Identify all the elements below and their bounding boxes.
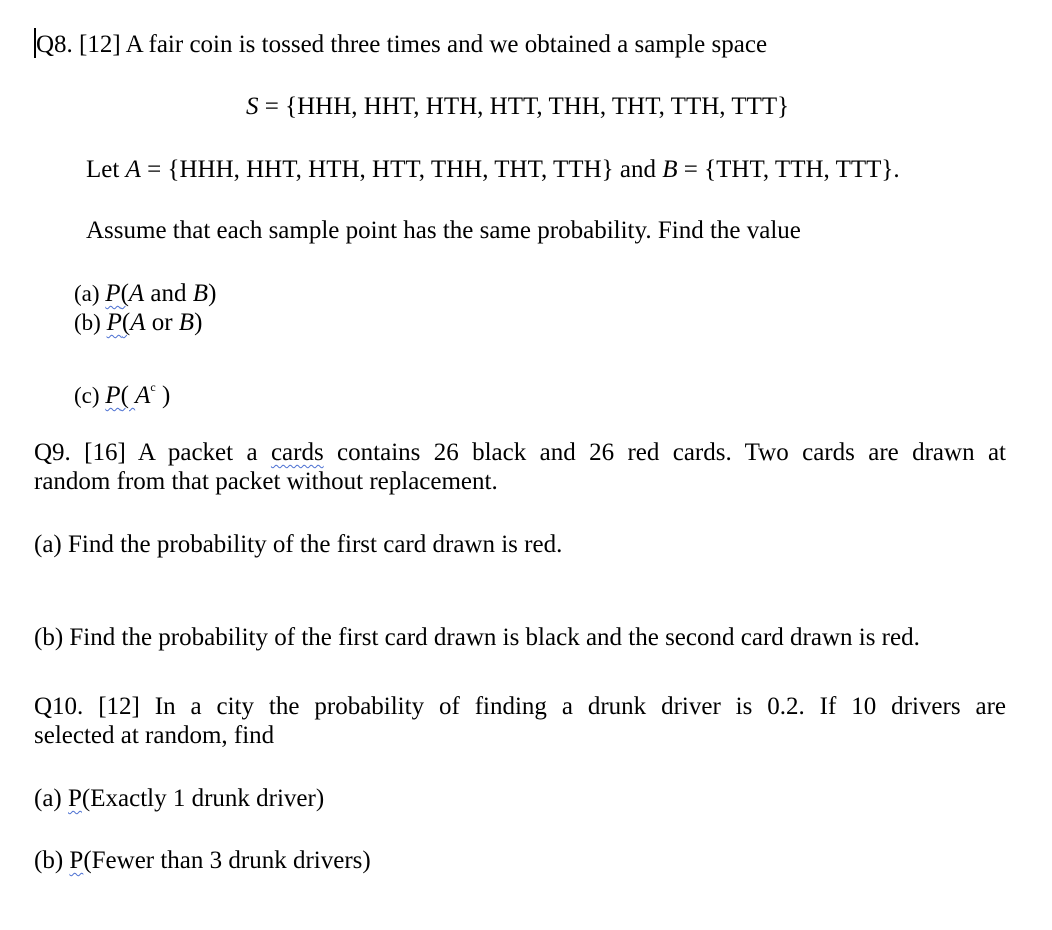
event-b-set: {THT, TTH, TTT}. — [704, 156, 900, 183]
q10-line-2-text: selected at random, find — [34, 722, 275, 749]
q8-part-c-close: ) — [155, 382, 171, 409]
sample-space-symbol: S — [246, 93, 259, 120]
q8-header-text: Q8. [12] A fair coin is tossed three times and we obtained a sample space — [36, 31, 768, 58]
q10-line-1-text: Q10. [12] In a city the probability of finding a drunk driver is 0.2. If 10 drivers are — [34, 693, 1006, 720]
q10-line-1 — [34, 692, 1006, 722]
q8-part-c-var: A — [135, 382, 151, 409]
q10-part-b — [34, 846, 371, 876]
q10-part-b-label: (b) — [34, 847, 70, 874]
q8-part-a-var1: A — [128, 280, 145, 307]
event-b-symbol: B — [662, 156, 678, 183]
q8-part-b-var1: A — [130, 309, 146, 336]
q9-line-1 — [34, 438, 1006, 468]
q9-part-a — [34, 530, 562, 560]
q9-line-1-pre: Q9. [16] A packet a — [34, 439, 271, 466]
q8-part-a-open: ( — [120, 280, 129, 307]
q8-part-c-label: (c) — [74, 383, 106, 408]
q9-line-2 — [34, 467, 498, 497]
sample-space-equals: = — [258, 93, 286, 120]
q8-part-b-open: ( — [121, 309, 131, 336]
q8-part-c-p: P — [105, 382, 121, 409]
q8-header — [36, 30, 767, 60]
event-a-symbol: A — [125, 156, 141, 183]
q10-part-a-p: P — [68, 785, 82, 812]
q10-part-b-text: (Fewer than 3 drunk drivers) — [83, 847, 371, 874]
q9-line-2-text: random from that packet without replacement. — [34, 468, 498, 495]
q10-line-2 — [34, 721, 274, 751]
events-and: and — [613, 156, 663, 183]
event-b-equals: = — [677, 156, 705, 183]
q9-part-a-text: (a) Find the probability of the first card drawn is red. — [34, 531, 563, 558]
q10-part-a-label: (a) — [34, 785, 68, 812]
event-a-equals: = — [140, 156, 168, 183]
sample-space-equation — [246, 92, 789, 122]
q8-part-a-label: (a) — [74, 281, 106, 306]
q8-part-b-p: P — [106, 309, 122, 336]
q8-part-a-mid: and — [144, 280, 193, 307]
q9-line-1-post: contains 26 black and 26 red cards. Two cards are drawn at — [323, 439, 1006, 466]
q8-part-c-complement: c — [150, 380, 156, 394]
q8-part-b-mid: or — [145, 309, 179, 336]
sample-space-set: {HHH, HHT, HTH, HTT, THH, THT, TTH, TTT} — [285, 93, 790, 120]
q10-part-a-text: (Exactly 1 drunk driver) — [81, 785, 325, 812]
q8-part-a-close: ) — [208, 280, 217, 307]
q8-part-a — [74, 280, 216, 308]
q8-part-b — [74, 309, 202, 337]
q8-part-b-label: (b) — [74, 310, 107, 335]
q8-part-c-open: ( — [120, 382, 136, 409]
q10-part-b-p: P — [69, 847, 84, 874]
q8-part-b-close: ) — [194, 309, 203, 336]
events-let: Let — [86, 156, 126, 183]
q9-cards-word: cards — [270, 439, 324, 466]
q8-part-a-p: P — [105, 280, 121, 307]
q8-part-a-var2: B — [192, 280, 209, 307]
event-a-set: {HHH, HHT, HTH, HTT, THH, THT, TTH} — [167, 156, 614, 183]
q10-part-a — [34, 784, 324, 814]
q8-assume-text: Assume that each sample point has the same probability. Find the value — [86, 217, 801, 244]
events-definition — [86, 155, 900, 185]
q9-part-b-text: (b) Find the probability of the first card drawn is black and the second card drawn is red. — [34, 624, 920, 651]
q8-assume — [86, 216, 801, 246]
q8-part-c — [74, 372, 170, 411]
q9-part-b — [34, 623, 920, 653]
q8-part-b-var2: B — [178, 309, 195, 336]
